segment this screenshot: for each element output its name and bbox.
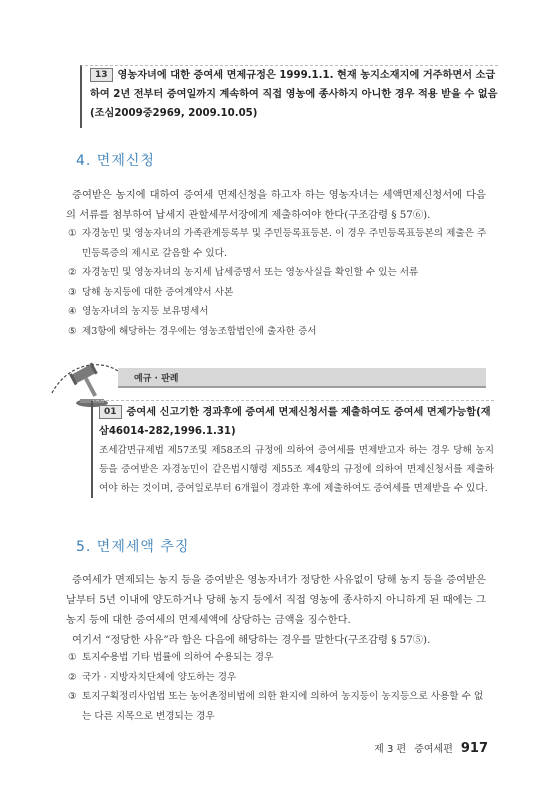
case-01-title bbox=[99, 403, 494, 441]
list-marker: ③ bbox=[68, 286, 77, 298]
list-item bbox=[68, 302, 488, 322]
list-item-text: 영농자녀의 농지등 보유명세서 bbox=[82, 306, 209, 317]
case-number-badge: 13 bbox=[90, 68, 113, 82]
case-13-body: 영농자녀에 대한 증여세 면제규정은 1999.1.1. 현재 농지소재지에 거주하면서 소급하여 2년 전부터 증여일까지 계속하여 직접 영농에 종사하지 아니한 경우 적용 받을 수 없음(조심2009중2969, 2009.10.05) bbox=[90, 70, 498, 119]
list-item bbox=[68, 224, 488, 263]
list-marker: ④ bbox=[68, 306, 77, 317]
footer-title: 증여세편 bbox=[414, 744, 453, 755]
case-01-box bbox=[91, 400, 494, 498]
list-marker: ① bbox=[68, 228, 77, 239]
list-item-text: 토지구획정리사업법 또는 농어촌정비법에 의한 환지에 의하여 농지등이 농지등으로 사용할 수 없는 다른 지목으로 변경되는 경우 bbox=[82, 691, 484, 722]
section-4-paragraph bbox=[66, 185, 486, 225]
case-01-body: 조세감면규제법 제57조및 제58조의 규정에 의하여 증여세를 면제받고자 하는 경우 당해 농지 등을 증여받은 자경농민이 같은법시행령 제55조 제4항의 규정에 의하여 면제신청서를 제출하여야 하는 것이며, 증여일로부터 6개월이 경과한 후에 제출하여도 증여세를 면제받을 수 있다. bbox=[99, 445, 494, 494]
list-item-text: 자경농민 및 영농자녀의 가족관계등록부 및 주민등록표등본. 이 경우 주민등록표등본의 제출은 주민등록증의 제시로 갈음할 수 있다. bbox=[82, 228, 487, 259]
list-item bbox=[68, 648, 488, 668]
page-number: 917 bbox=[460, 741, 488, 756]
case-01-title-text: 증여세 신고기한 경과후에 증여세 면제신청서를 제출하여도 증여세 면제가능함(재삼46014-282,1996.1.31) bbox=[99, 407, 491, 437]
case-13-box bbox=[80, 65, 498, 128]
list-item bbox=[68, 687, 488, 726]
list-marker: ① bbox=[68, 652, 77, 663]
list-marker: ③ bbox=[68, 691, 77, 702]
list-item bbox=[68, 668, 488, 688]
list-item-text: 자경농민 및 영농자녀의 농지세 납세증명서 또는 영농사실을 확인할 수 있는 서류 bbox=[82, 267, 419, 278]
section-4-paragraph-text: 증여받은 농지에 대하여 증여세 면제신청을 하고자 하는 영농자녀는 세액면제신청서에 다음의 서류를 첨부하여 납세지 관할세무서장에게 제출하여야 한다(구조감령 § 57⑥). bbox=[66, 189, 486, 221]
section-5-heading: 5. 면제세액 추징 bbox=[76, 539, 190, 555]
list-item-text: 국가 · 지방자치단체에 양도하는 경우 bbox=[82, 671, 237, 683]
section-4-heading: 4. 면제신청 bbox=[76, 153, 155, 169]
section-5-paragraph bbox=[66, 570, 486, 650]
reference-label: 예규 · 판례 bbox=[134, 374, 179, 384]
list-marker: ② bbox=[68, 267, 77, 278]
list-item-text: 제3항에 해당하는 경우에는 영농조합법인에 출자한 증서 bbox=[82, 325, 317, 337]
list-item-text: 당해 농지등에 대한 증여계약서 사본 bbox=[82, 286, 234, 298]
section-5-paragraph-1: 증여세가 면제되는 농지 등을 증여받은 영농자녀가 정당한 사유없이 당해 농지 등을 증여받은 날부터 5년 이내에 양도하거나 당해 농지 등에서 직접 영농에 종사하지 아니하게 된 때에는 그 농지 등에 대한 증여세의 면제세액에 상당하는 금액을 징수한다. bbox=[66, 574, 486, 626]
list-item bbox=[68, 283, 488, 303]
list-item bbox=[68, 263, 488, 283]
case-number-badge: 01 bbox=[99, 405, 122, 419]
section-5-paragraph-2: 여기서 “정당한 사유”라 함은 다음에 해당하는 경우를 말한다(구조감령 § 57⑤). bbox=[72, 634, 431, 646]
list-item bbox=[68, 322, 488, 342]
section-5-list bbox=[68, 648, 488, 726]
page-footer bbox=[374, 740, 488, 756]
list-marker: ⑤ bbox=[68, 325, 77, 337]
list-marker: ② bbox=[68, 671, 77, 683]
section-4-list bbox=[68, 224, 488, 341]
case-13-text bbox=[90, 66, 498, 123]
list-item-text: 토지수용법 기타 법률에 의하여 수용되는 경우 bbox=[82, 652, 274, 663]
footer-chapter: 제 3 편 bbox=[374, 744, 407, 755]
